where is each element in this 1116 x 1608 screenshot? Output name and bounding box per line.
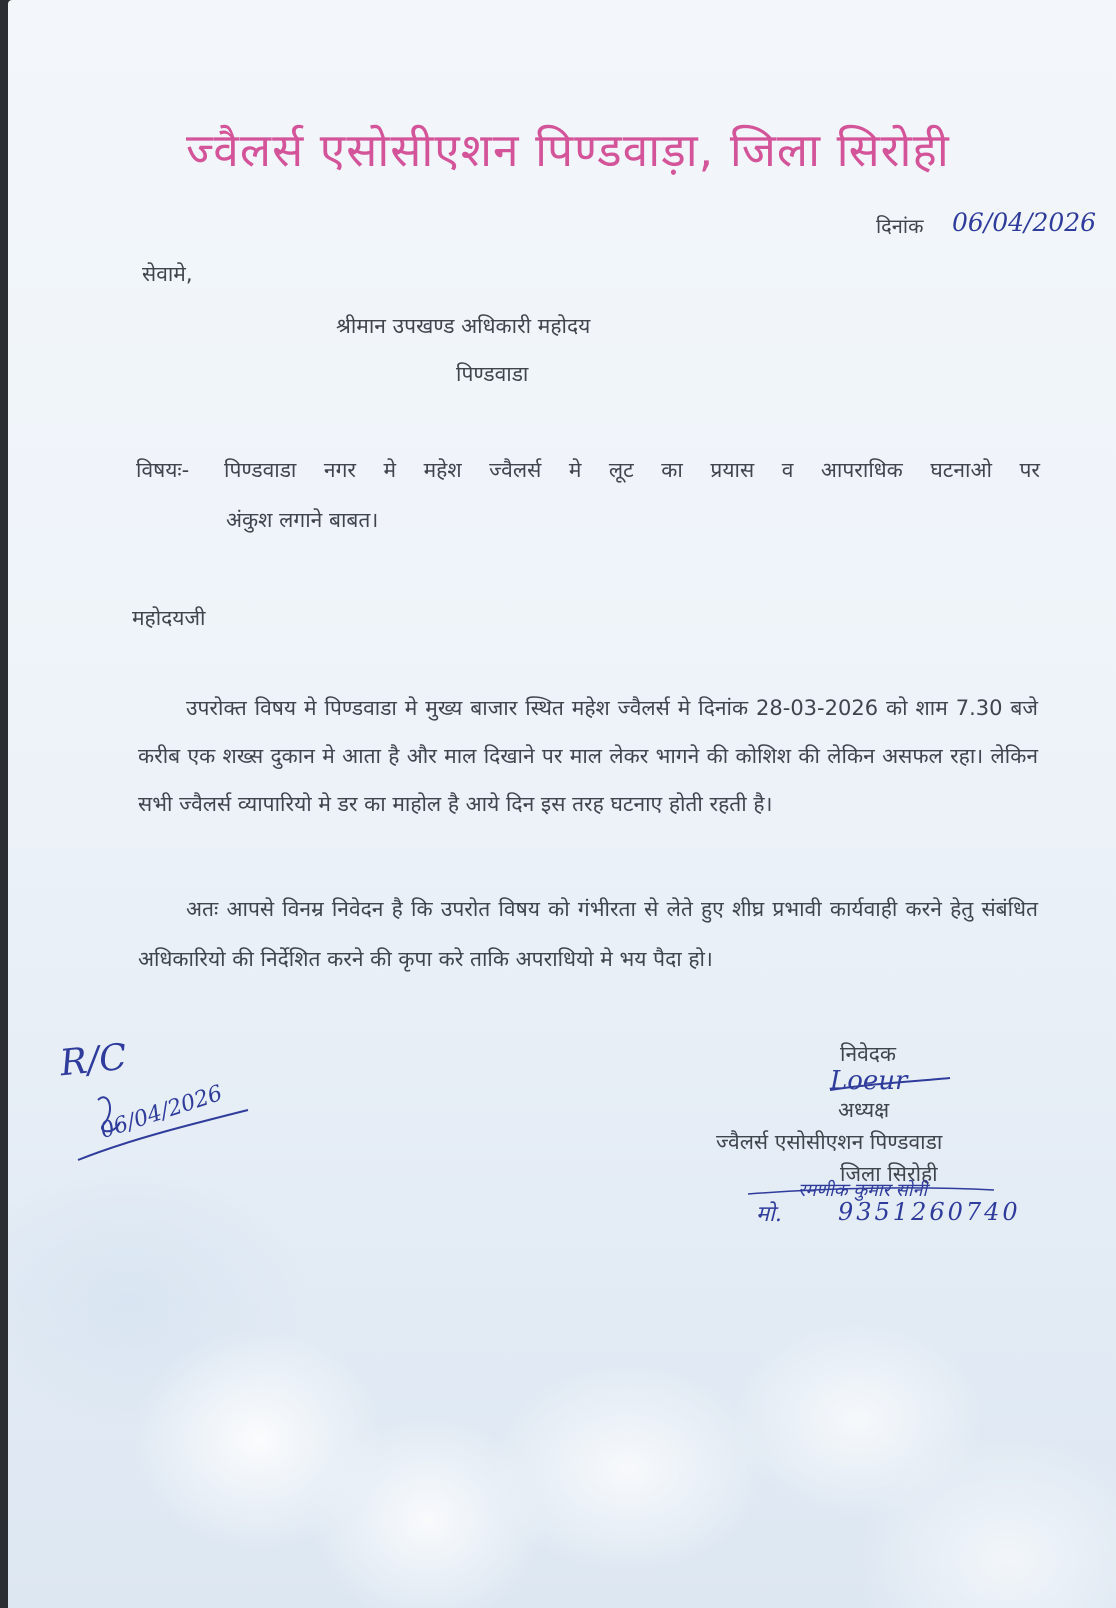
receipt-date: 06/04/2026	[97, 1081, 226, 1144]
district-name: जिला सिरोही	[840, 1162, 938, 1186]
signer-name: रमणीक कुमार सोनी	[798, 1180, 928, 1201]
salutation: सेवामे,	[142, 262, 193, 286]
paragraph-2: अतः आपसे विनम्र निवेदन है कि उपरोत विषय को गंभीरता से लेते हुए शीघ्र प्रभावी कार्यवाही करने हेतु संबंधित अधिकारियो की निर्देशित करने की कृपा करे ताकि अपराधियो मे भय पैदा हो।	[138, 897, 1038, 971]
receipt-initials-icon	[68, 1080, 268, 1170]
mobile-number: 9351260740	[838, 1198, 1021, 1226]
subject-line-1: पिण्डवाडा नगर मे महेश ज्वैलर्स मे लूट का प्रयास व आपराधिक घटनाओ पर	[224, 458, 1040, 482]
receipt-mark: R/C	[58, 1036, 129, 1085]
letter-paper	[8, 0, 1116, 1608]
nivedak-label: निवेदक	[840, 1042, 897, 1066]
date-label: दिनांक	[876, 214, 924, 238]
recipient-place: पिण्डवाडा	[456, 362, 529, 386]
organization-name: ज्वैलर्स एसोसीएशन पिण्डवाडा	[716, 1130, 943, 1154]
subject-label: विषयः-	[136, 458, 190, 482]
stamp-underline-icon	[744, 1184, 1004, 1204]
president-signature: Loeur	[830, 1066, 908, 1096]
recipient: श्रीमान उपखण्ड अधिकारी महोदय	[336, 314, 591, 338]
mobile-label: मो.	[756, 1202, 782, 1227]
paragraph-1: उपरोक्त विषय मे पिण्डवाडा मे मुख्य बाजार स्थित महेश ज्वैलर्स मे दिनांक 28-03-2026 को शाम 7.30 बजे करीब एक शख्स दुकान मे आता है और माल दिखाने पर माल लेकर भागने की कोशिश की लेकिन असफल रहा। लेकिन सभी ज्वैलर्स व्यापारियो मे डर का माहोल है आये दिन इस तरह घटनाए होती रहती है।	[138, 696, 1038, 816]
subject-line-2: अंकुश लगाने बाबत।	[226, 508, 379, 532]
date-value: 06/04/2026	[952, 208, 1097, 237]
greeting: महोदयजी	[132, 606, 206, 630]
designation: अध्यक्ष	[838, 1098, 890, 1122]
letterhead-title: ज्वैलर्स एसोसीएशन पिण्डवाड़ा, जिला सिरोही	[186, 123, 950, 177]
signature-stroke-icon	[828, 1064, 958, 1094]
